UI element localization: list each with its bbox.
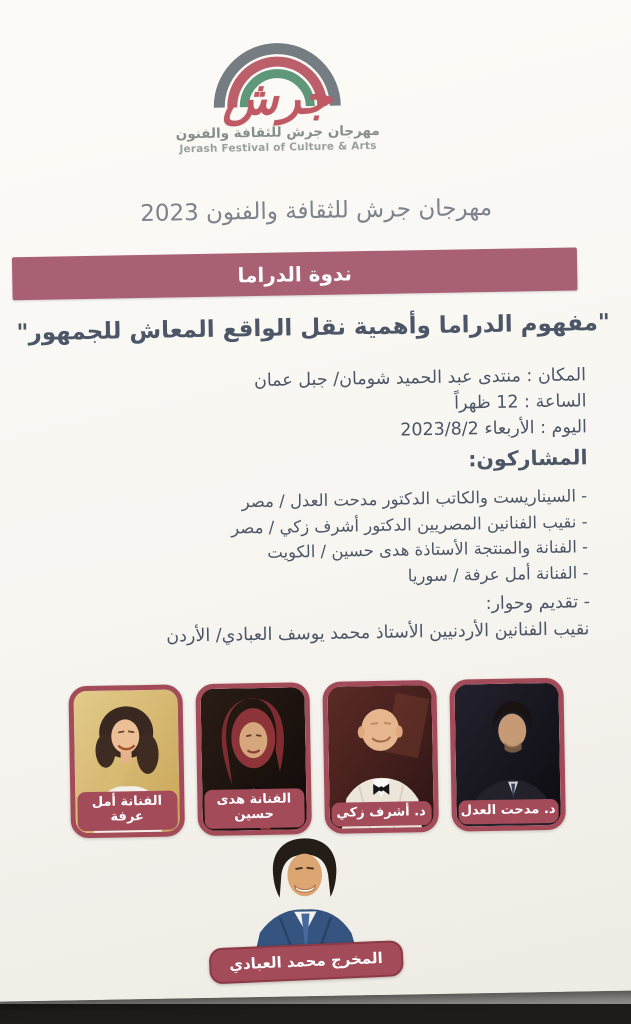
logo-name-english: Jerash Festival of Culture & Arts [179,139,377,156]
event-details [254,362,587,446]
participants-heading: المشاركون: [467,445,588,472]
photo-card-medhat-eladl [449,678,566,832]
speakers-photo-row [0,676,631,839]
participants-list [231,483,589,591]
photo-card-label: الفنانة أمل عرفة [77,791,178,832]
seminar-banner [12,247,578,300]
logo-calligraphy: جرش [221,69,333,126]
photo-card-ashraf-zaki [322,680,439,834]
photo-card-label: د. مدحت العدل [458,799,558,825]
photo-card-label: د. أشرف زكي [331,801,431,827]
photo-card-huda-hussein [195,682,312,836]
table-surface [0,1004,631,1024]
photo-card-label: الفنانة هدى حسين [204,788,305,829]
director-photo-block [0,829,617,986]
mohammad-abadi-photo-icon [229,833,381,958]
festival-logo [0,29,574,158]
participant-item: - نقيب الفنانين المصريين الدكتور أشرف زكي / مصر [231,511,588,537]
event-time: الساعة : 12 ظهراً [453,391,587,414]
director-photo-label: المخرج محمد العبادي [209,940,404,984]
event-date: اليوم : الأربعاء 2023/8/2 [400,417,588,441]
moderator-name: نقيب الفنانين الأردنيين الأستاذ محمد يوسف العبادي/ الأردن [166,619,590,647]
participant-item: - السيناريست والكاتب الدكتور مدحت العدل / مصر [241,486,588,512]
festival-year-line: مهرجان جرش للثقافة والفنون 2023 [139,194,493,228]
logo-name-arabic: مهرجان جرش للثقافة والفنون [175,122,380,143]
participant-item: - الفنانة والمنتجة الأستاذة هدى حسين / الكويت [267,537,589,562]
event-title: "مفهوم الدراما وأهمية نقل الواقع المعاش للجمهور" [16,309,611,347]
event-location: المكان : منتدى عبد الحميد شومان/ جبل عمان [253,365,587,392]
participant-item: - الفنانة أمل عرفة / سوريا [407,562,589,585]
moderation-heading: - تقديم وحوار: [485,592,591,615]
seminar-banner-label: ندوة الدراما [237,260,353,287]
photo-card-amal-arafa [68,684,185,838]
